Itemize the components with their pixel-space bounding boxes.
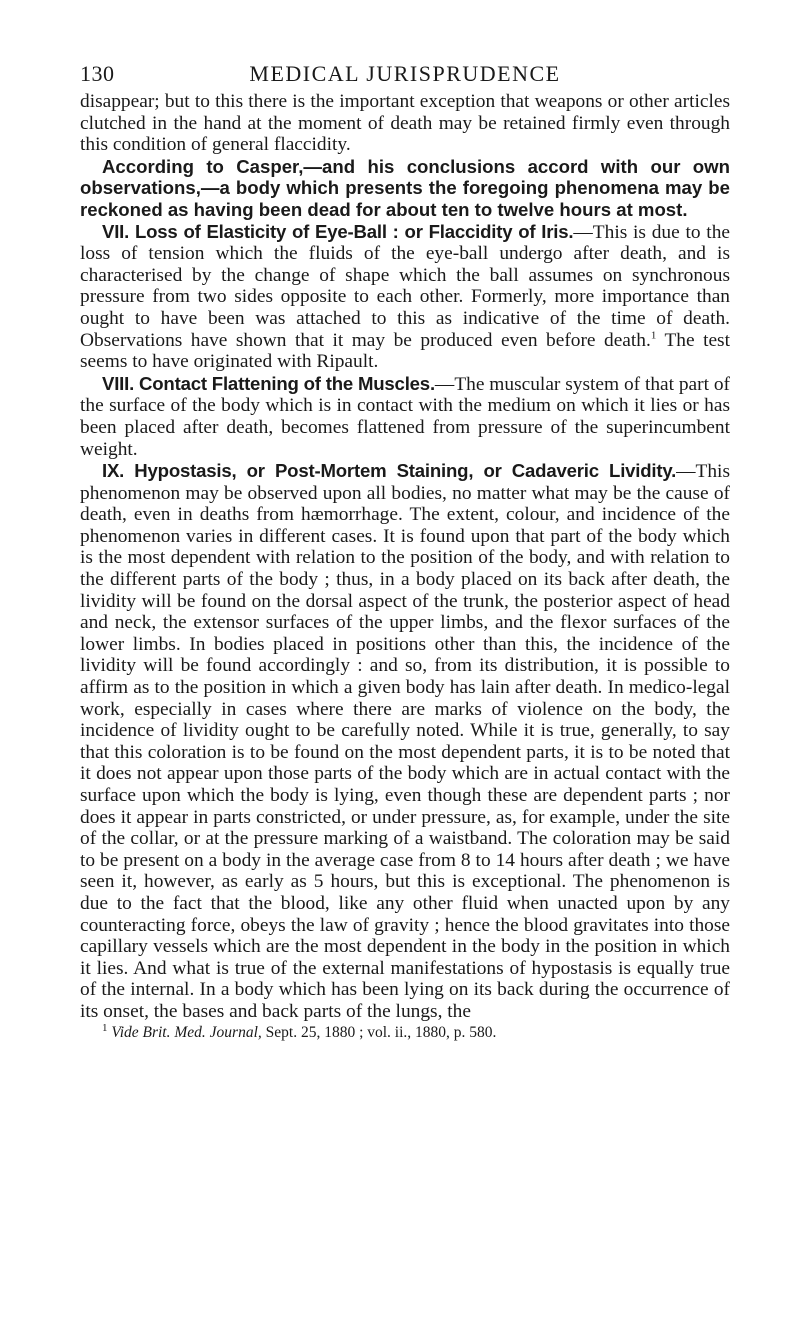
section-vii-text-cont: The test seems to have originated with Ripault.	[80, 329, 730, 373]
section-vii-heading: VII. Loss of Elasticity of Eye-Ball : or Flaccidity of Iris.	[102, 220, 574, 242]
section-ix-heading: IX. Hypostasis, or Post-Mortem Staining, or Cadaveric Lividity.	[102, 460, 677, 482]
paragraph-continuation: disappear; but to this there is the important exception that weapons or other articles clutched in the hand at the moment of death may be retained firmly even through this condition of general flaccidity.	[80, 91, 730, 156]
page-number: 130	[80, 61, 115, 86]
section-ix-paragraph	[80, 460, 730, 1022]
footnote-source: Vide Brit. Med. Journal,	[111, 1023, 262, 1041]
book-page	[80, 55, 730, 1042]
section-vii-text: —This is due to the loss of tension which the fluids of the eye-ball undergo after death, and is characterised by the change of shape which the ball assumes on synchronous pressure from two sides opposite to each other. Formerly, more importance than ought to have been was attached to this as indicative of the time of death. Observations have shown that it may be produced even before death.	[80, 221, 730, 351]
section-vii-paragraph	[80, 221, 730, 373]
footnote	[80, 1021, 730, 1042]
running-head: MEDICAL JURISPRUDENCE	[249, 61, 561, 86]
footnote-citation: Sept. 25, 1880 ; vol. ii., 1880, p. 580.	[261, 1023, 497, 1041]
section-viii-text: —The muscular system of that part of the surface of the body which is in contact with the medium on which it lies or has been placed after death, becomes flattened from pressure of the superincumbent weight.	[80, 373, 731, 460]
paragraph-casper-conclusion: According to Casper,—and his conclusions accord with our own observations,—a body which presents the foregoing phenomena may be reckoned as having been dead for about ten to twelve hours at most.	[80, 155, 730, 220]
section-viii-paragraph	[80, 373, 730, 460]
section-ix-text: —This phenomenon may be observed upon all bodies, no matter what may be the cause of death, even in deaths from hæmorrhage. The extent, colour, and incidence of the phenomenon varies in different cases. It is found upon that part of the body which is the most dependent with relation to the position of the body, and with relation to the different parts of the body ; thus, in a body placed on its back after death, the lividity will be found on the dorsal aspect of the trunk, the posterior aspect of head and neck, the extensor surfaces of the upper limbs, and the flexor surfaces of the lower limbs. In bodies placed in positions other than this, the incidence of the lividity will be found accordingly : and so, from its distribution, it is possible to affirm as to the position in which a given body has lain after death. In medico-legal work, especially in cases where there are marks of violence on the body, the incidence of lividity ought to be carefully noted. While it is true, generally, to say that this coloration is to be found on the most dependent parts, it is to be noted that it does not appear upon those parts of the body which are in actual contact with the surface upon which the body is lying, even though these are dependent parts ; nor does it appear in parts constricted, or under pressure, as, for example, under the site of the collar, or at the pressure marking of a waistband. The coloration may be said to be present on a body in the average case from 8 to 14 hours after death ; we have seen it, however, as early as 5 hours, but this is exceptional. The phenomenon is due to the fact that the blood, like any other fluid when unacted upon by any counteracting force, obeys the law of gravity ; hence the blood gravitates into those capillary vessels which are the most dependent in the body in the position in which it lies. And what is true of the external manifestations of hypostasis is equally true of the internal. In a body which has been lying on its back during the occurrence of its onset, the bases and back parts of the lungs, the	[80, 461, 730, 1022]
body-text	[80, 91, 730, 1042]
footnote-marker: 1	[102, 1021, 108, 1034]
page-header	[80, 55, 730, 91]
footnote-reference: 1	[650, 329, 657, 342]
section-viii-heading: VIII. Contact Flattening of the Muscles.	[102, 372, 435, 394]
